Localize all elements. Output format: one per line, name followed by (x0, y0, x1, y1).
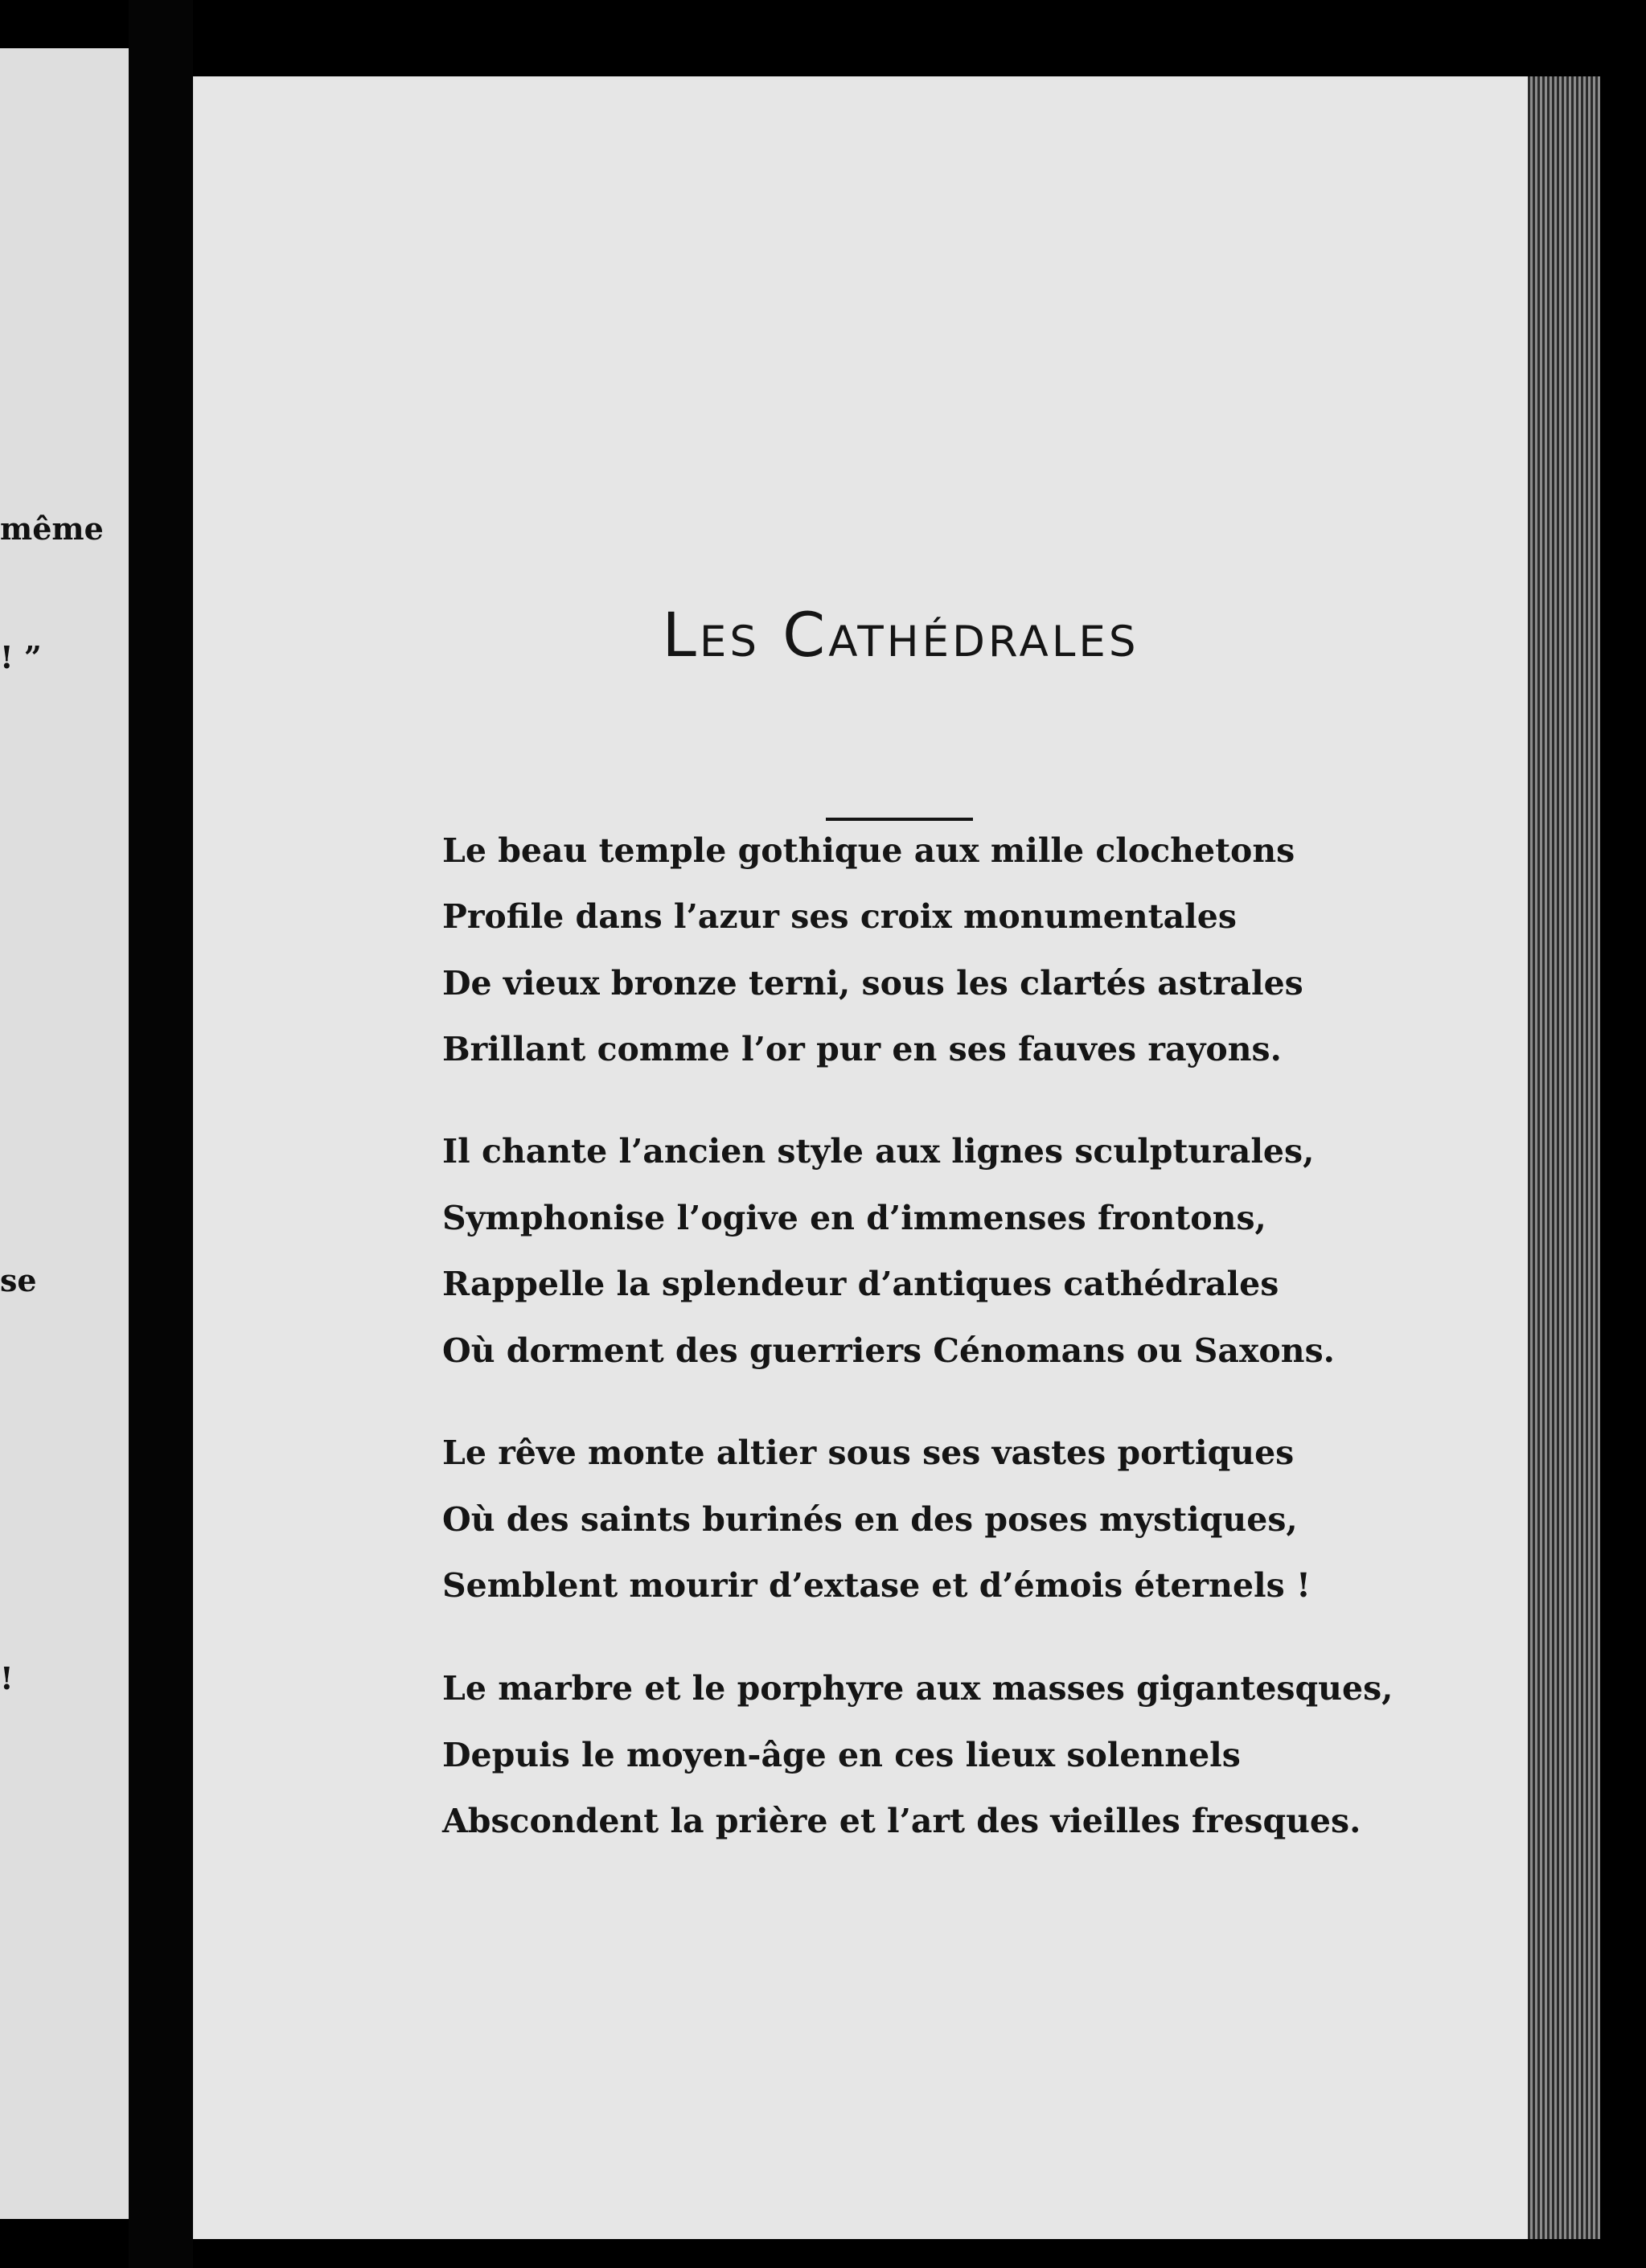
verse-line: Depuis le moyen-âge en ces lieux solennels (442, 1736, 1241, 1774)
page-block-edge (1528, 76, 1600, 2239)
verse-line: Le beau temple gothique aux mille clochetons (442, 831, 1295, 870)
verse-line: Profile dans l’azur ses croix monumentales (442, 897, 1237, 936)
verse-line: Abscondent la prière et l’art des vieilles fresques. (442, 1802, 1361, 1840)
book-gutter (129, 0, 193, 2268)
previous-page (0, 48, 129, 2219)
verse-line: De vieux bronze terni, sous les clartés astrales (442, 964, 1303, 1003)
verse-line: Brillant comme l’or pur en ses fauves rayons. (442, 1030, 1282, 1068)
previous-page-fragment: se (0, 1262, 37, 1298)
verse-line: Le marbre et le porphyre aux masses gigantesques, (442, 1669, 1394, 1708)
poem-page (193, 76, 1528, 2239)
verse-line: Où dorment des guerriers Cénomans ou Saxons. (442, 1331, 1335, 1370)
verse-line: Il chante l’ancien style aux lignes sculpturales, (442, 1132, 1315, 1171)
verse-line: Où des saints burinés en des poses mystiques, (442, 1500, 1298, 1539)
verse-line: Rappelle la splendeur d’antiques cathédrales (442, 1265, 1279, 1303)
previous-page-fragment: ! (0, 1660, 14, 1696)
verse-line: Semblent mourir d’extase et d’émois éternels ! (442, 1566, 1311, 1605)
previous-page-fragment: ! ” (0, 639, 42, 675)
verse-line: Le rêve monte altier sous ses vastes portiques (442, 1433, 1295, 1472)
previous-page-fragment: même (0, 511, 104, 547)
verse-line: Symphonise l’ogive en d’immenses frontons, (442, 1199, 1266, 1237)
title-rule (826, 818, 973, 821)
page-title: Les Cathédrales (662, 599, 1139, 671)
